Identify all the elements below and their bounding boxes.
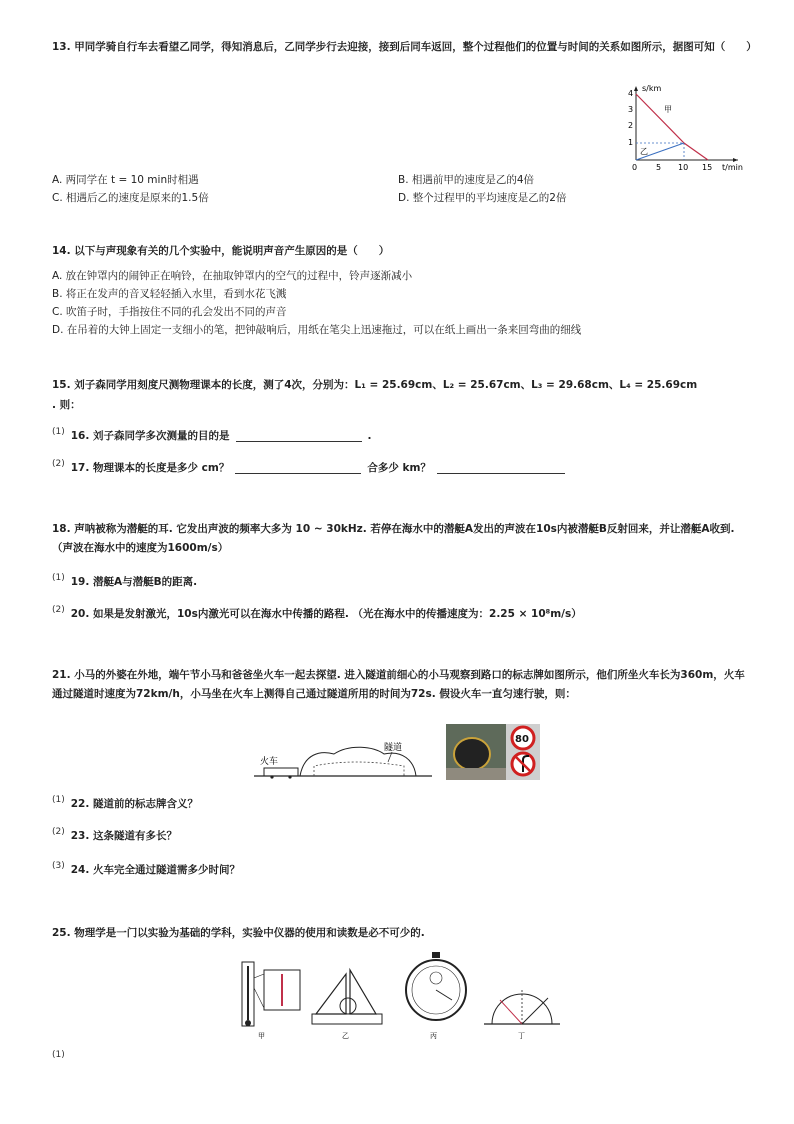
ytick-3: 3 [628,105,634,114]
sub-number: (3) [52,860,65,871]
q14-option-c[interactable]: C. 吹笛子时，手指按住不同的孔会发出不同的声音 [52,306,287,318]
q21-sub3 [52,862,240,877]
stopwatch-hand [436,990,452,1000]
train-wheel-1 [270,775,273,778]
q15-sub2 [52,460,565,475]
q13-option-a[interactable]: A. 两同学在 t = 10 min时相遇 [52,174,199,186]
tunnel-outline [314,762,404,776]
sub-period: . [367,429,372,442]
ytick-4: 4 [628,89,634,98]
label-bing: 丙 [430,1032,437,1040]
q13-option-b[interactable]: B. 相遇前甲的速度是乙的4倍 [398,174,535,186]
q13-graph [618,82,748,177]
sub-number: (1) [52,794,65,805]
q21-stem: 21. 小马的外婆在外地，端午节小马和爸爸坐火车一起去探望. 进入隧道前细心的小马观察到路口的标志牌如图所示，他们所坐火车长为360m，火车通过隧道时速度为72km/h，小马坐在火车上测得自己通过隧道所用的时间为72s. 假设火车一直匀速行驶，则： [52,669,745,700]
q13-stem: 13. 甲同学骑自行车去看望乙同学，得知消息后，乙同学步行去迎接，接到后同车返回，整个过程他们的位置与时间的关系如图所示，据图可知（ ） [52,41,757,53]
q13-option-d[interactable]: D. 整个过程甲的平均速度是乙的2倍 [398,192,567,204]
label-yi: 乙 [342,1032,349,1040]
q21-tunnel-figure [254,724,432,785]
incident-ray [500,1000,522,1024]
label-jia: 甲 [664,105,672,114]
magnify-line-2 [254,988,264,1008]
sub-text: 23. 这条隧道有多长？ [70,830,178,842]
label-jia: 甲 [258,1032,265,1040]
speed-limit-value: 80 [515,734,529,745]
sub-number: (1) [52,426,65,437]
sub-text: 17. 物理课本的长度是多少 cm？ [70,462,230,474]
q14-option-a[interactable]: A. 放在钟罩内的闹钟正在响铃，在抽取钟罩内的空气的过程中，铃声逐渐减小 [52,270,413,282]
coin-circle [340,998,356,1014]
sub-number: (2) [52,458,65,469]
sub-number: (1) [52,1050,65,1060]
q21-sign-photo [446,724,540,783]
q18-sub1 [52,574,197,589]
sub-number: (2) [52,826,65,837]
train-body [264,768,298,776]
magnify-line-1 [254,974,264,978]
q25-instruments-figure [238,948,562,1043]
xtick-5: 5 [656,163,662,172]
q14-option-d[interactable]: D. 在吊着的大钟上固定一支细小的笔，把钟敲响后，用纸在笔尖上迅速拖过，可以在纸上画出一条来回弯曲的细线 [52,324,582,336]
sub-number: (1) [52,572,65,583]
q25-sub1 [52,1050,65,1064]
thermometer-bulb [245,1020,251,1026]
xtick-0: 0 [632,163,638,172]
reflected-ray [522,998,548,1024]
ruler [312,1014,382,1024]
xtick-10: 10 [678,163,689,172]
q14-stem: 14. 以下与声现象有关的几个实验中，能说明声音产生原因的是（ ） [52,245,390,257]
q18-sub2 [52,606,582,621]
q14-option-b[interactable]: B. 将正在发声的音叉轻轻插入水里，看到水花飞溅 [52,288,287,300]
answer-blank-17b[interactable] [437,461,565,474]
sub-text: 19. 潜艇A与潜艇B的距离. [70,576,198,588]
q21-sub2 [52,828,177,843]
ytick-1: 1 [628,138,634,147]
label-train: 火车 [260,757,279,767]
stopwatch-crown [432,952,440,958]
photo-road [446,768,506,780]
q25-stem: 25. 物理学是一门以实验为基础的学科，实验中仪器的使用和读数是必不可少的. [52,927,425,939]
set-square-left [316,974,346,1014]
graph-x-arrow [733,158,738,162]
q15-stem-cont: . 则： [52,399,81,411]
graph-y-arrow [634,86,638,91]
graph-ylabel: s/km [642,84,662,93]
xtick-15: 15 [702,163,713,172]
q15-stem: 15. 刘子森同学用刻度尺测物理课本的长度，测了4次，分别为：L₁ = 25.69cm、L₂ = 25.67cm、L₃ = 29.68cm、L₄ = 25.69cm [52,379,698,391]
sub-text: 24. 火车完全通过隧道需多少时间？ [70,864,241,876]
answer-blank-16[interactable] [236,429,362,442]
answer-blank-17a[interactable] [235,461,361,474]
label-tunnel: 隧道 [384,743,403,753]
ytick-2: 2 [628,121,634,130]
q18-stem: 18. 声呐被称为潜艇的耳. 它发出声波的频率大多为 10 ~ 30kHz. 若停在海水中的潜艇A发出的声波在10s内被潜艇B反射回来，并让潜艇A收到. （声波在海水中的速度为1600m/s） [52,523,735,554]
sub-text: 22. 隧道前的标志牌含义？ [70,798,199,810]
q21-sub1 [52,796,198,811]
sub-number: (2) [52,604,65,615]
sub-text: 16. 刘子森同学多次测量的目的是 [70,430,230,442]
q13-option-c[interactable]: C. 相遇后乙的速度是原来的1.5倍 [52,192,209,204]
q15-sub1 [52,428,372,443]
tunnel-entrance [454,738,490,770]
label-yi: 乙 [640,147,648,156]
train-wheel-2 [288,775,291,778]
set-square-right [350,970,376,1014]
sub-text-2: 合多少 km？ [367,462,431,474]
sub-text: 20. 如果是发射激光，10s内激光可以在海水中传播的路程. （光在海水中的传播速度为：2.25 × 10⁸m/s） [70,608,582,620]
stopwatch-subdial [430,972,442,984]
graph-xlabel: t/min [722,163,743,172]
label-ding: 丁 [518,1032,525,1040]
